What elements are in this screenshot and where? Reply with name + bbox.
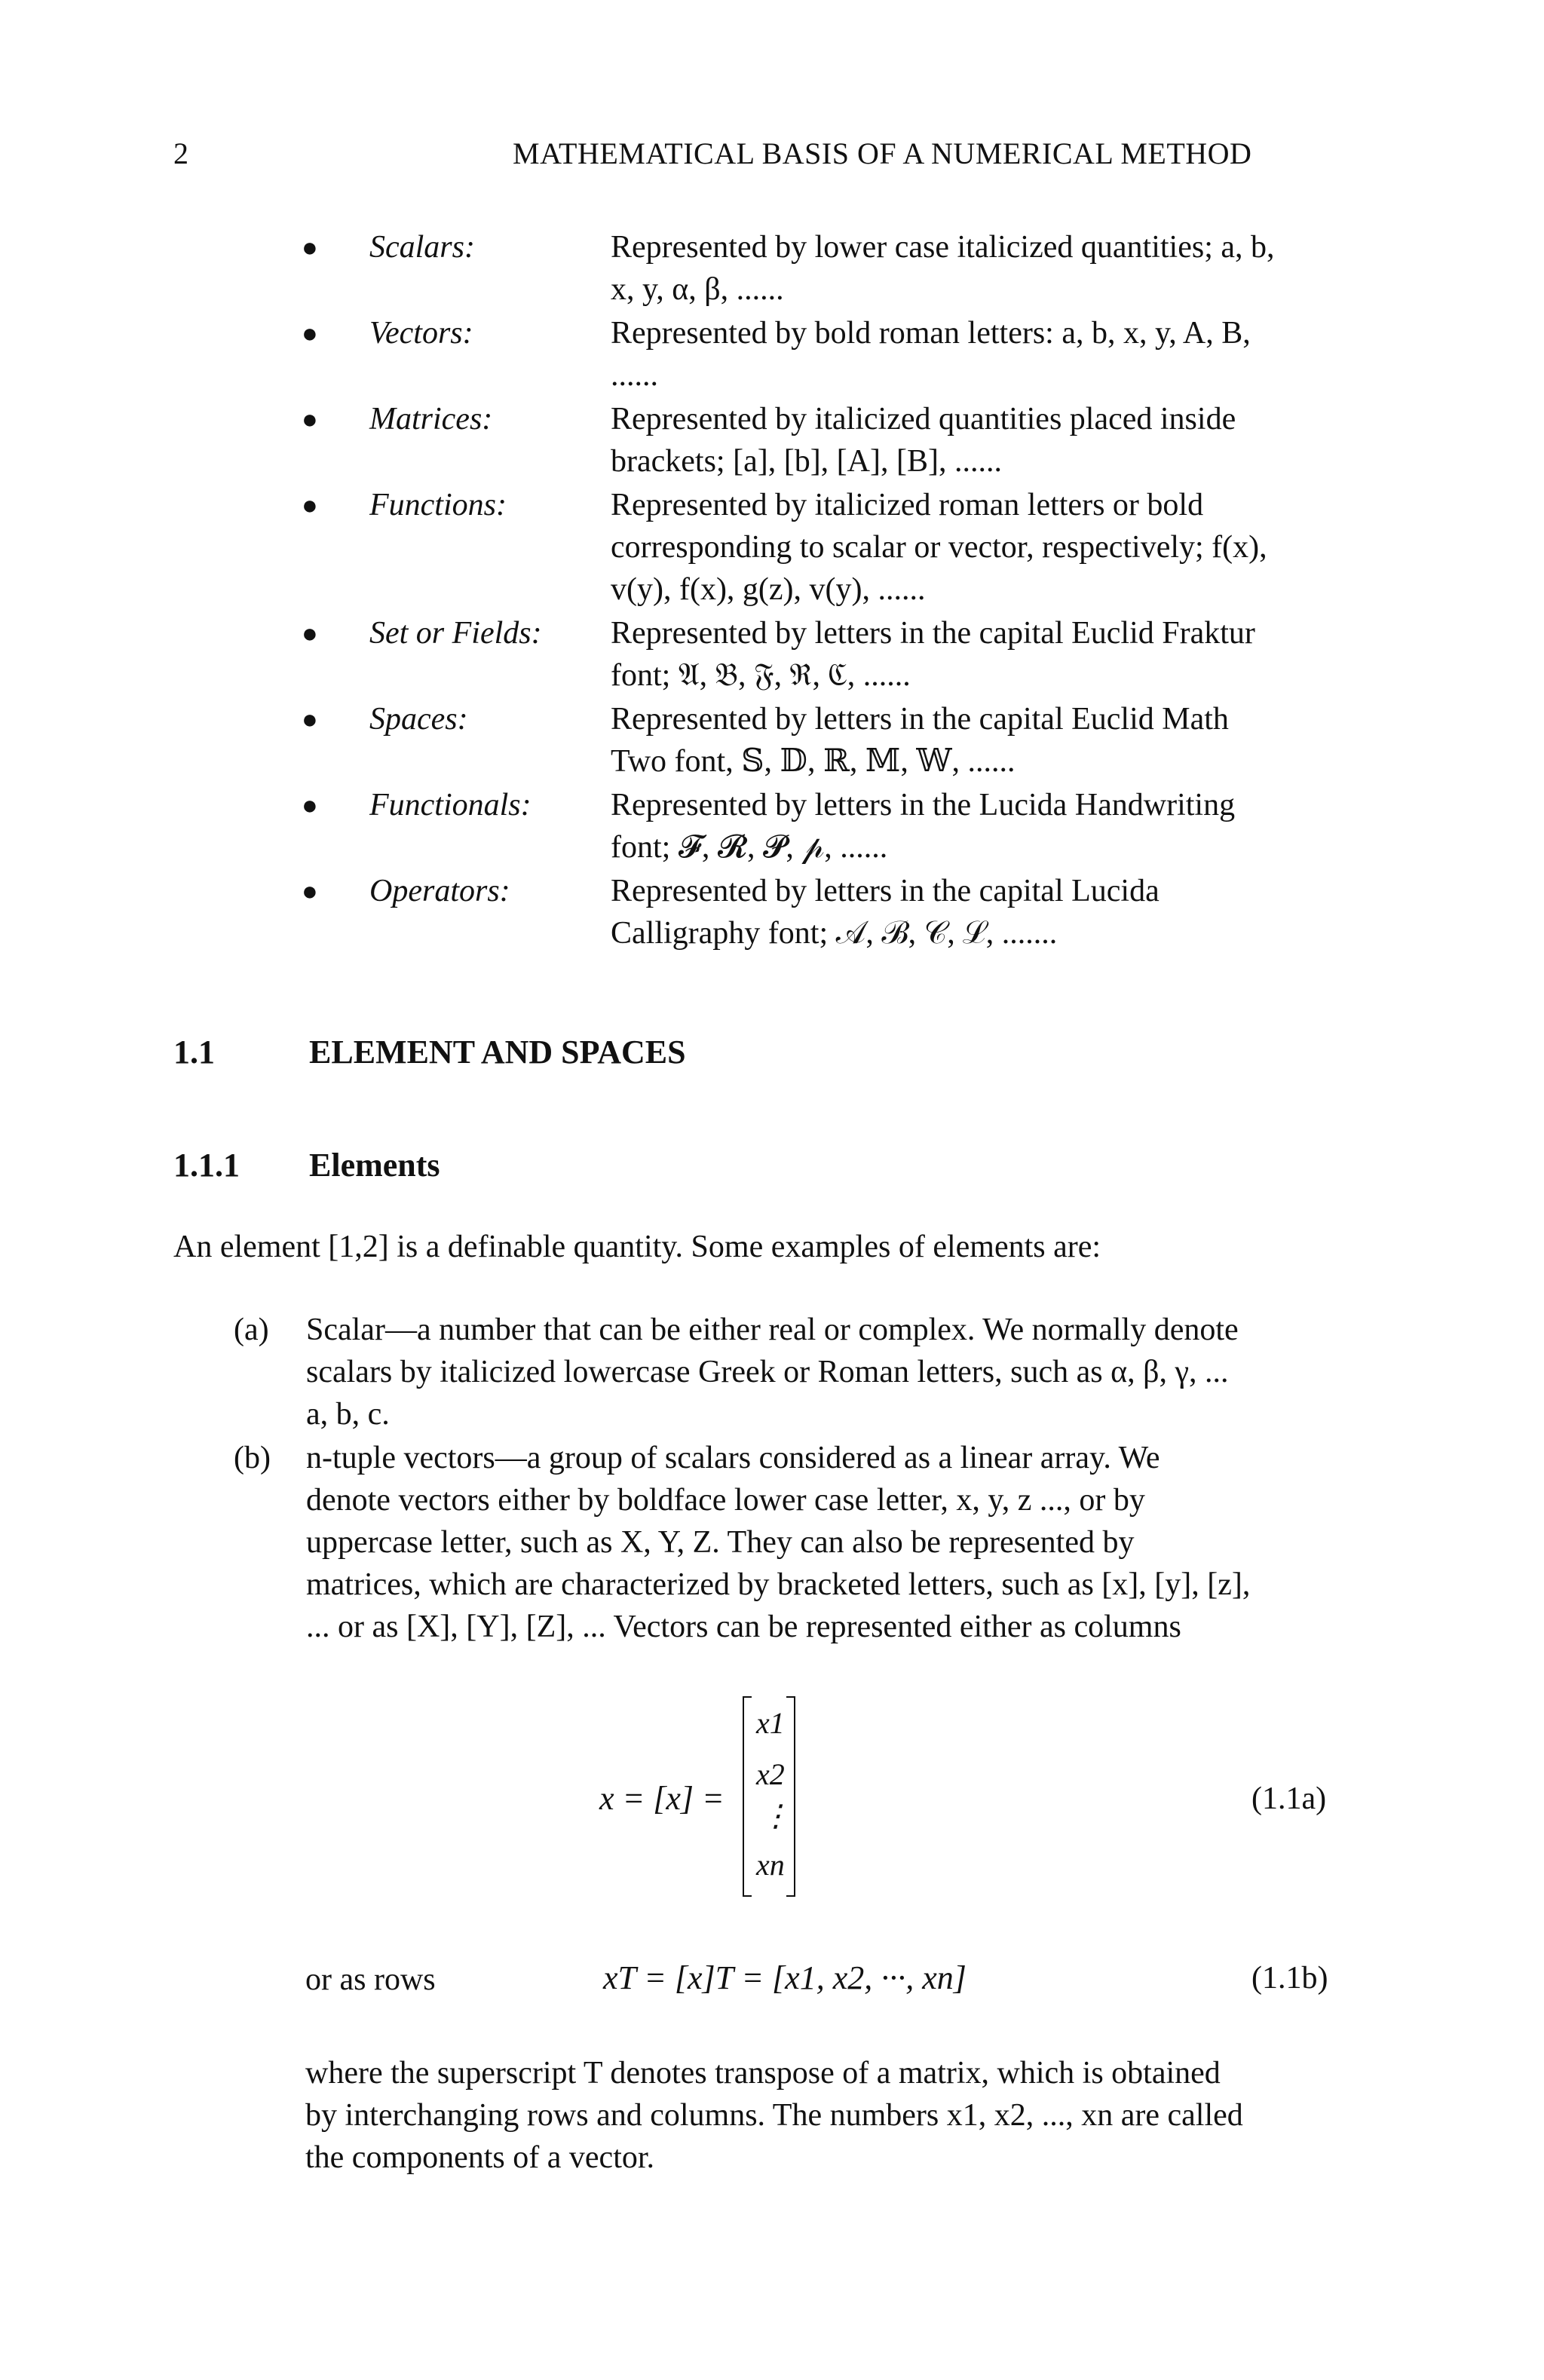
paragraph-line: the components of a vector. <box>305 2140 655 2175</box>
description-line: x, y, α, β, ...... <box>611 272 784 307</box>
right-bracket <box>786 1696 795 1897</box>
notation-term: Set or Fields: <box>369 616 542 651</box>
item-line: n-tuple vectors—a group of scalars considered as a linear array. We <box>306 1441 1160 1475</box>
item-line: matrices, which are characterized by bracketed letters, such as [x], [y], [z], <box>306 1567 1251 1602</box>
notation-term: Matrices: <box>369 402 493 436</box>
equation-prefix-text: or as rows <box>305 1962 436 1997</box>
list-item-b <box>234 1437 1365 1648</box>
notation-spaces <box>302 698 1372 783</box>
matrix-entry: xn <box>756 1848 785 1882</box>
description-line: brackets; [a], [b], [A], [B], ...... <box>611 444 1002 479</box>
description-line: Calligraphy font; 𝒜, ℬ, 𝒞, ℒ, ....... <box>611 916 1058 951</box>
item-label: (a) <box>234 1313 269 1347</box>
running-head <box>173 136 1349 181</box>
description-line: Represented by letters in the capital Euclid Math <box>611 702 1229 737</box>
equation-prefix <box>305 1959 532 2001</box>
item-body <box>306 1437 1346 1648</box>
notation-term: Scalars: <box>369 230 475 265</box>
notation-description <box>611 226 1365 311</box>
notation-list <box>302 226 1372 956</box>
description-line: ...... <box>611 358 658 393</box>
item-line: scalars by italicized lowercase Greek or Roman letters, such as α, β, γ, ... <box>306 1355 1229 1389</box>
description-line: Represented by bold roman letters: a, b, x, y, A, B, <box>611 316 1251 351</box>
description-line: Represented by letters in the capital Lucida <box>611 874 1160 908</box>
description-line: v(y), f(x), g(z), v(y), ...... <box>611 572 926 607</box>
bullet-icon: ● <box>302 318 318 348</box>
matrix-entry: x2 <box>756 1757 785 1791</box>
description-line: corresponding to scalar or vector, respectively; f(x), <box>611 530 1267 565</box>
description-line: Represented by letters in the capital Euclid Fraktur <box>611 616 1255 651</box>
column-vector-matrix <box>743 1696 795 1900</box>
bullet-icon: ● <box>302 876 318 906</box>
item-label: (b) <box>234 1441 271 1475</box>
notation-description <box>611 312 1365 397</box>
matrix-entry: x1 <box>756 1706 785 1740</box>
item-line: Scalar—a number that can be either real or complex. We normally denote <box>306 1313 1239 1347</box>
item-line: denote vectors either by boldface lower case letter, x, y, z ..., or by <box>306 1483 1145 1518</box>
description-line: Represented by italicized quantities placed inside <box>611 402 1236 436</box>
notation-operators <box>302 870 1372 954</box>
description-line: Represented by letters in the Lucida Handwriting <box>611 788 1236 822</box>
intro-paragraph <box>173 1226 1365 1268</box>
notation-matrices <box>302 398 1372 482</box>
closing-paragraph <box>305 2052 1365 2179</box>
description-line: font; 𝔄, 𝔅, 𝔉, ℜ, ℭ, ...... <box>611 658 911 693</box>
notation-description <box>611 398 1365 482</box>
description-line: Represented by lower case italicized quantities; a, b, <box>611 230 1275 265</box>
left-bracket <box>743 1696 752 1897</box>
equation-1-1a-lhs: x = [x] = <box>599 1780 725 1817</box>
item-line: uppercase letter, such as X, Y, Z. They can also be represented by <box>306 1525 1135 1560</box>
notation-description <box>611 484 1365 611</box>
notation-scalars <box>302 226 1372 311</box>
notation-term: Vectors: <box>369 316 473 351</box>
notation-term: Functions: <box>369 488 507 522</box>
list-item-a <box>234 1309 1365 1435</box>
notation-functionals <box>302 784 1372 868</box>
subsection-title: Elements <box>309 1147 440 1184</box>
equation-1-1b: xT = [x]T = [x1, x2, ···, xn] <box>603 1959 967 1996</box>
paragraph-line: by interchanging rows and columns. The numbers x1, x2, ..., xn are called <box>305 2098 1243 2133</box>
description-line: font; 𝓕, 𝓡, 𝓟, 𝓅, ...... <box>611 830 888 865</box>
notation-description <box>611 612 1365 697</box>
notation-term: Spaces: <box>369 702 468 737</box>
bullet-icon: ● <box>302 790 318 820</box>
item-body <box>306 1309 1346 1435</box>
bullet-icon: ● <box>302 618 318 648</box>
item-line: a, b, c. <box>306 1397 390 1432</box>
section-number: 1.1 <box>173 1034 215 1071</box>
notation-vectors <box>302 312 1372 397</box>
bullet-icon: ● <box>302 490 318 520</box>
paragraph-line: An element [1,2] is a definable quantity. Some examples of elements are: <box>173 1230 1101 1264</box>
notation-term: Operators: <box>369 874 510 908</box>
item-line: ... or as [X], [Y], [Z], ... Vectors can be represented either as columns <box>306 1610 1181 1644</box>
bullet-icon: ● <box>302 704 318 734</box>
section-title: ELEMENT AND SPACES <box>309 1034 686 1071</box>
bullet-icon: ● <box>302 232 318 262</box>
notation-description <box>611 870 1365 954</box>
paragraph-line: where the superscript T denotes transpose of a matrix, which is obtained <box>305 2056 1221 2091</box>
running-title: MATHEMATICAL BASIS OF A NUMERICAL METHOD <box>513 136 1252 170</box>
description-line: Two font, 𝕊, 𝔻, ℝ, 𝕄, 𝕎, ...... <box>611 744 1016 779</box>
matrix-entry: ⋮ <box>761 1799 791 1833</box>
bullet-icon: ● <box>302 404 318 434</box>
notation-sets-fields <box>302 612 1372 697</box>
page-number: 2 <box>173 136 188 170</box>
description-line: Represented by italicized roman letters or bold <box>611 488 1204 522</box>
notation-term: Functionals: <box>369 788 532 822</box>
equation-number-a: (1.1a) <box>1251 1781 1327 1816</box>
notation-description <box>611 784 1365 868</box>
equation-number-b: (1.1b) <box>1251 1961 1328 1996</box>
subsection-number: 1.1.1 <box>173 1147 240 1184</box>
notation-description <box>611 698 1365 783</box>
notation-functions <box>302 484 1372 611</box>
